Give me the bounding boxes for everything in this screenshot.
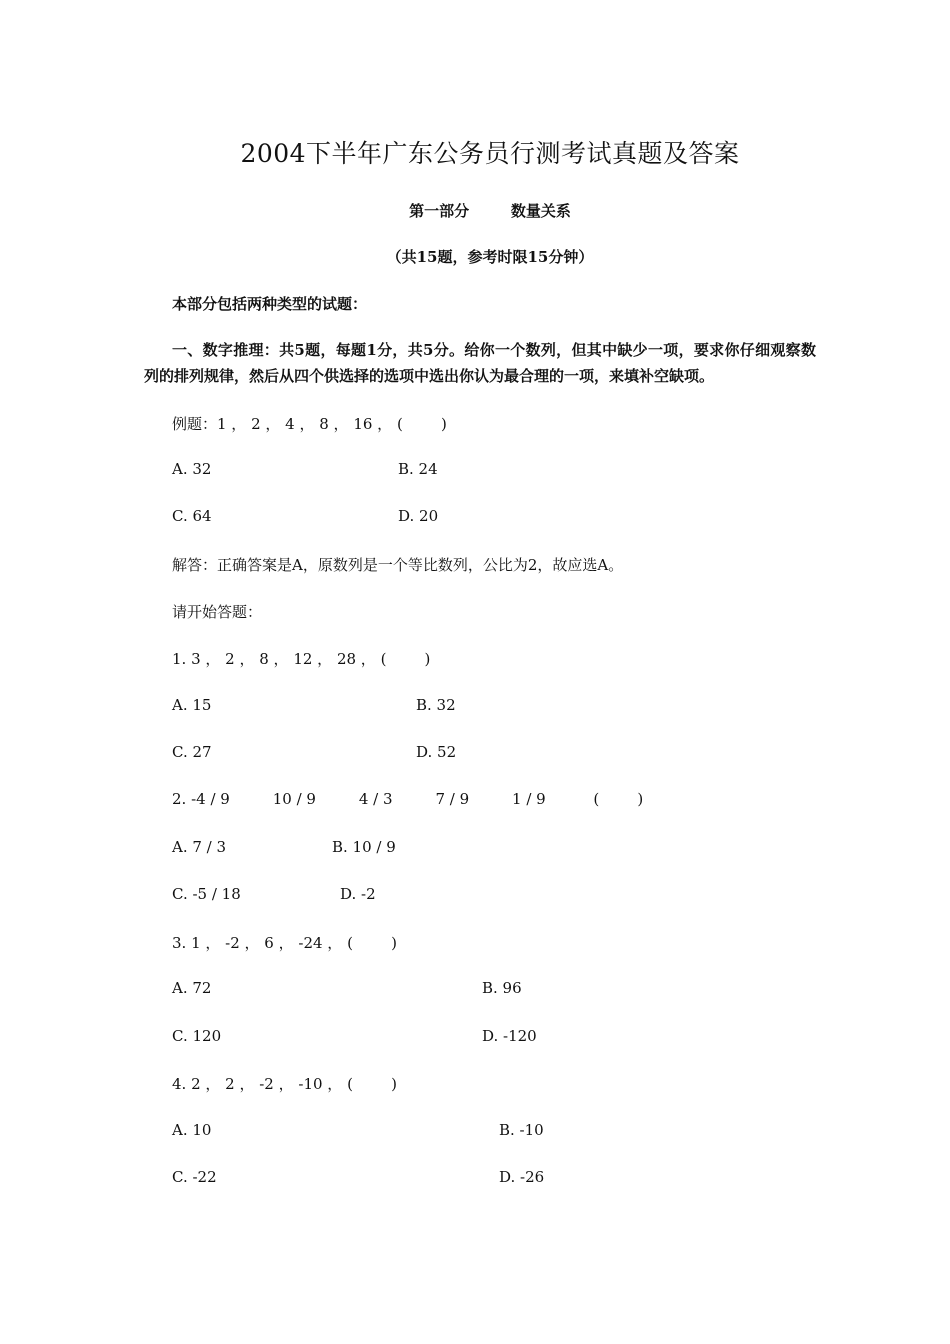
intro-text: 本部分包括两种类型的试题： [172, 295, 368, 313]
question-2-option-b: B. 10 / 9 [332, 838, 396, 856]
example-answer: 解答：正确答案是A，原数列是一个等比数列，公比为2，故应选A。 [172, 556, 624, 574]
example-option-c: C. 64 [172, 507, 212, 525]
question-3-option-c: C. 120 [172, 1027, 222, 1045]
question-1-option-c: C. 27 [172, 743, 212, 761]
question-3-option-b: B. 96 [482, 979, 522, 997]
example-option-a: A. 32 [172, 460, 212, 478]
start-prompt: 请开始答题： [172, 603, 263, 621]
question-1-option-d: D. 52 [416, 743, 457, 761]
example-question: 例题：1 ， 2 ， 4 ， 8 ， 16 ， ( ) [172, 415, 447, 433]
question-4-option-a: A. 10 [172, 1121, 212, 1139]
question-2-option-d: D. -2 [340, 885, 376, 903]
question-2-stem: 2. -4 / 9 10 / 9 4 / 3 7 / 9 1 / 9 ( ) [172, 790, 644, 808]
section-note: （共15题，参考时限15分钟） [386, 248, 594, 266]
example-option-d: D. 20 [398, 507, 439, 525]
question-3-option-d: D. -120 [482, 1027, 537, 1045]
question-3-option-a: A. 72 [172, 979, 212, 997]
question-1-option-a: A. 15 [172, 696, 212, 714]
document-title: 2004下半年广东公务员行测考试真题及答案 [240, 139, 740, 168]
question-4-option-c: C. -22 [172, 1168, 217, 1186]
question-3-stem: 3. 1 ， -2 ， 6 ， -24 ， ( ) [172, 934, 397, 952]
question-2-option-a: A. 7 / 3 [172, 838, 227, 856]
question-4-option-b: B. -10 [499, 1121, 544, 1139]
example-option-b: B. 24 [398, 460, 438, 478]
part-one-description: 一、数字推理：共5题，每题1分，共5分。给你一个数列，但其中缺少一项，要求你仔细观察数列的排列规律，然后从四个供选择的选项中选出你认为最合理的一项，来填补空缺项。 [144, 341, 816, 385]
question-1-option-b: B. 32 [416, 696, 456, 714]
question-2-option-c: C. -5 / 18 [172, 885, 241, 903]
question-4-option-d: D. -26 [499, 1168, 545, 1186]
section-heading: 第一部分 数量关系 [409, 202, 571, 220]
question-1-stem: 1. 3 ， 2 ， 8 ， 12 ， 28 ， ( ) [172, 650, 431, 668]
question-4-stem: 4. 2 ， 2 ， -2 ， -10 ， ( ) [172, 1075, 397, 1093]
